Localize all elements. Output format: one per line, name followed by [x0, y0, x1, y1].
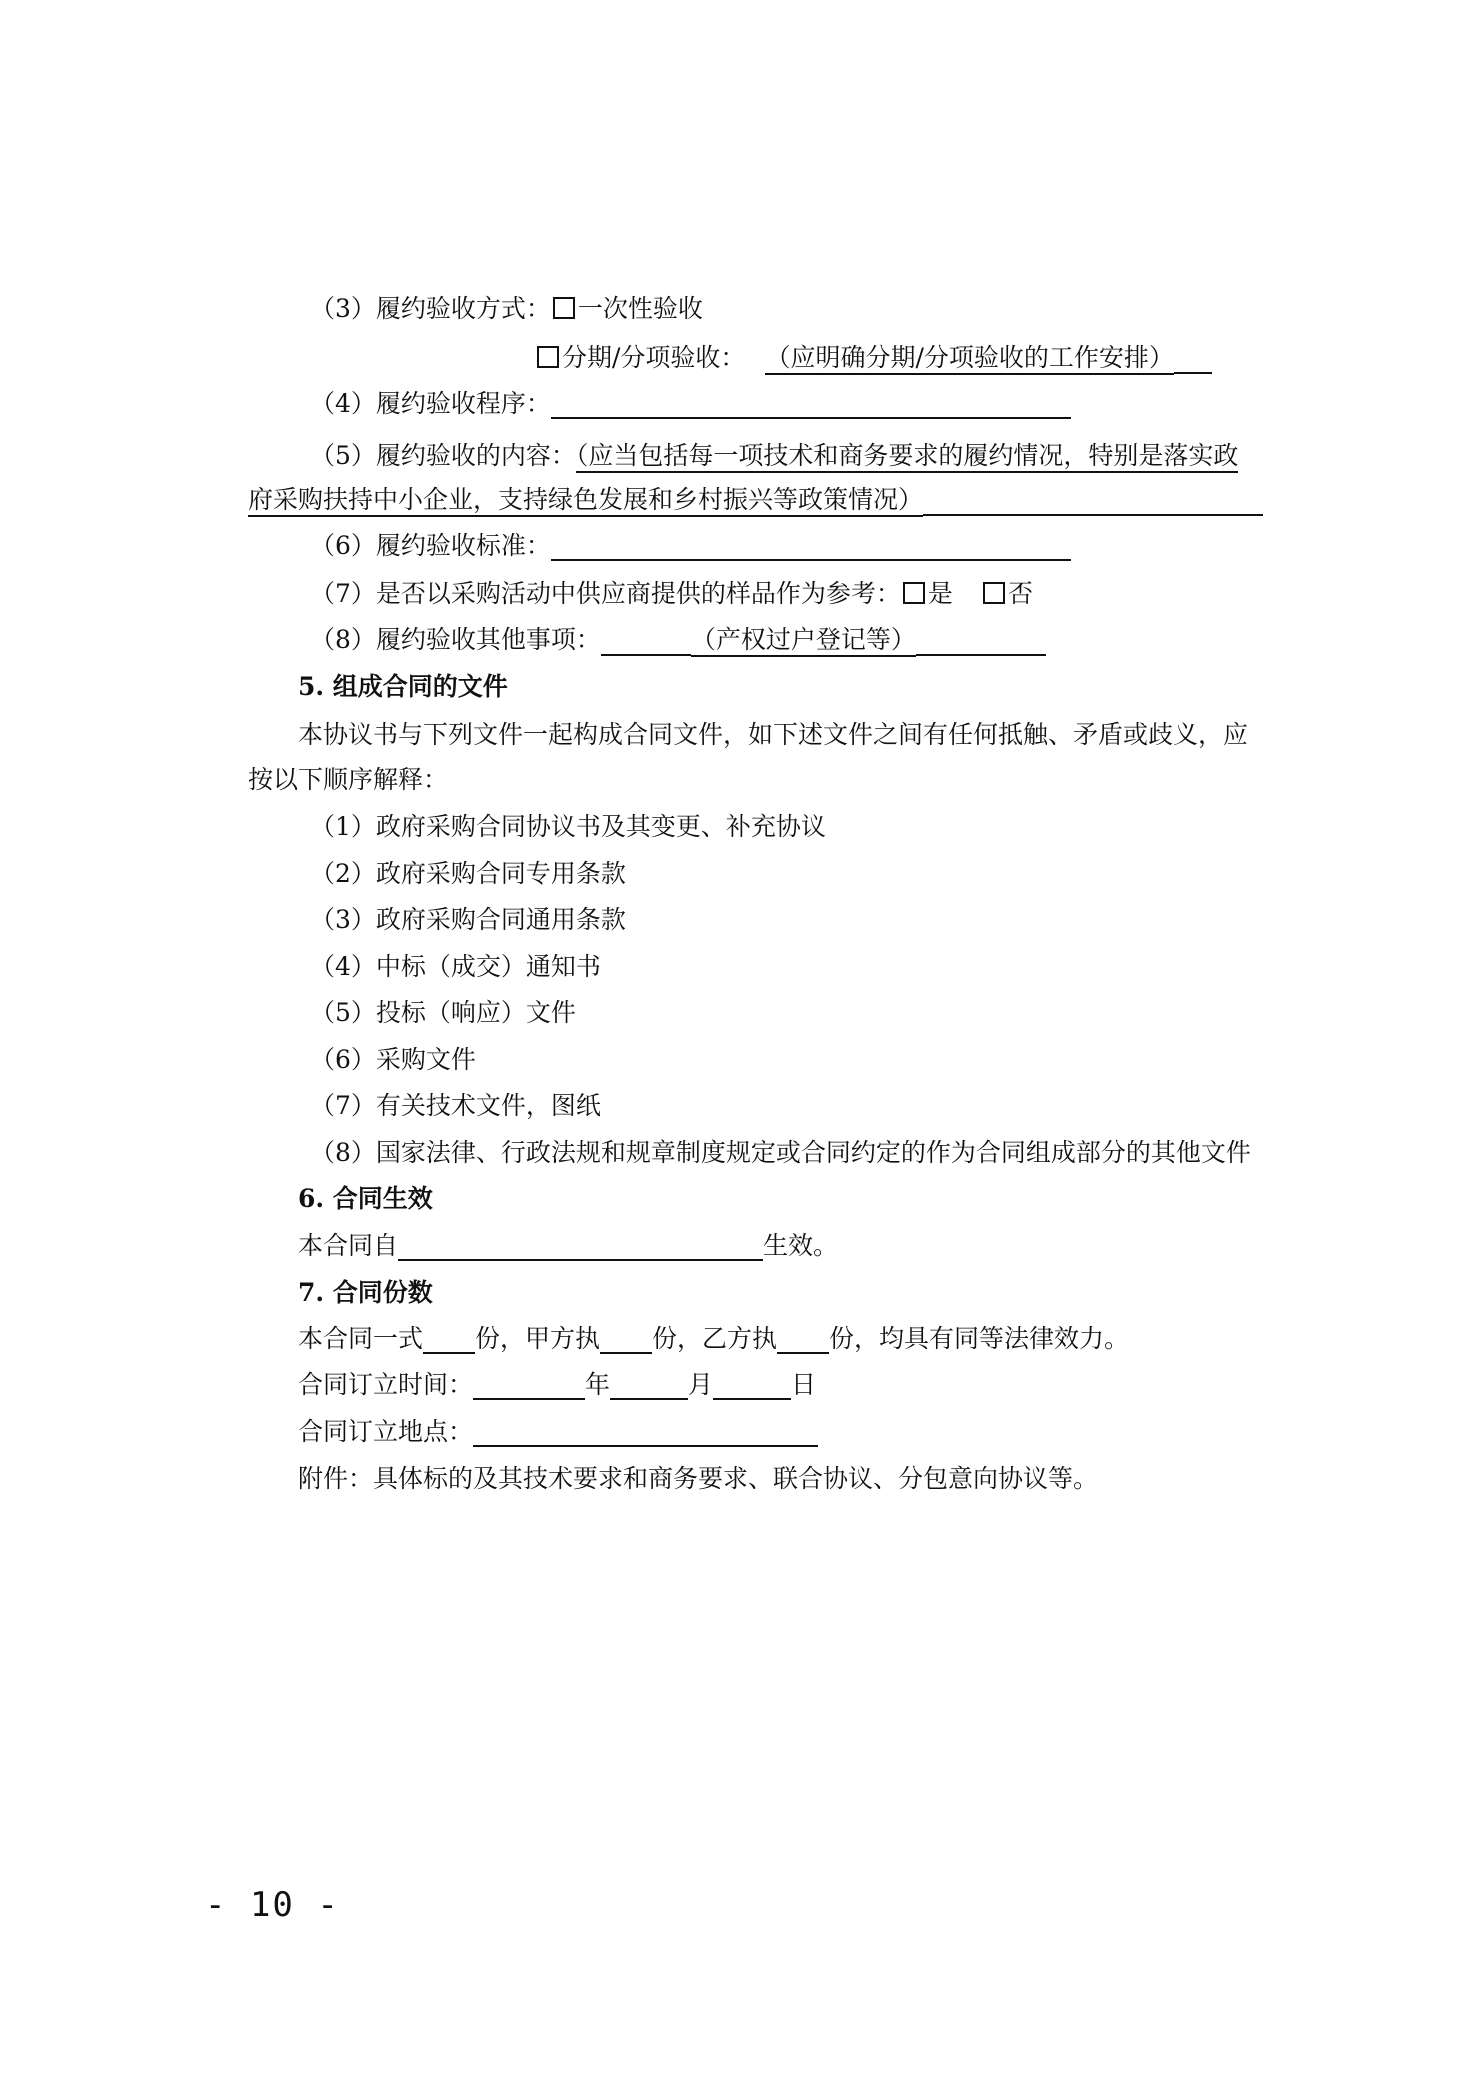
copies-suffix: 份，均具有同等法律效力。 — [829, 1324, 1130, 1353]
content-note-part2: 府采购扶持中小企业，支持绿色发展和乡村振兴等政策情况） — [248, 485, 923, 517]
copies-party-a: 份，甲方执 — [475, 1324, 601, 1353]
contract-doc-item: （6）采购文件 — [310, 1045, 476, 1074]
section6-heading: 6. 合同生效 — [298, 1184, 433, 1213]
place-blank[interactable] — [473, 1419, 818, 1447]
copies-party-b: 份，乙方执 — [652, 1324, 778, 1353]
section7-heading: 7. 合同份数 — [298, 1278, 433, 1307]
contract-doc-item: （4）中标（成交）通知书 — [310, 952, 601, 981]
copies-line — [298, 1324, 1129, 1354]
date-label: 合同订立时间： — [298, 1370, 474, 1399]
acceptance-content-line-2 — [248, 485, 1263, 516]
signing-place-line — [298, 1417, 818, 1447]
section5-intro-2: 按以下顺序解释： — [248, 765, 449, 794]
one-time-option: 一次性验收 — [577, 294, 703, 323]
section5-intro-1: 本协议书与下列文件一起构成合同文件，如下述文件之间有任何抵触、矛盾或歧义，应 — [298, 720, 1249, 749]
sample-no-label: 否 — [1007, 579, 1033, 608]
contract-doc-item: （8）国家法律、行政法规和规章制度规定或合同约定的作为合同组成部分的其他文件 — [310, 1138, 1251, 1167]
acceptance-procedure-line — [310, 389, 1071, 419]
standard-label: （6）履约验收标准： — [310, 531, 551, 560]
other-label: （8）履约验收其他事项： — [310, 625, 601, 654]
sample-question-line — [310, 579, 1033, 609]
procedure-label: （4）履约验收程序： — [310, 389, 551, 418]
staged-acceptance-line — [535, 343, 1212, 374]
standard-blank[interactable] — [551, 533, 1071, 561]
acceptance-standard-line — [310, 531, 1071, 561]
contract-doc-item: （5）投标（响应）文件 — [310, 998, 576, 1027]
other-note: （产权过户登记等） — [691, 625, 916, 657]
year-label: 年 — [585, 1370, 611, 1399]
procedure-blank[interactable] — [551, 391, 1071, 419]
content-label: （5）履约验收的内容： — [310, 441, 576, 470]
sample-yes-label: 是 — [927, 579, 953, 608]
signing-date-line — [298, 1370, 816, 1400]
contract-doc-item: （2）政府采购合同专用条款 — [310, 859, 626, 888]
effective-prefix: 本合同自 — [298, 1231, 399, 1260]
acceptance-method-label: （3）履约验收方式： — [310, 294, 551, 323]
contract-doc-item: （7）有关技术文件，图纸 — [310, 1091, 601, 1120]
contract-doc-item: （3）政府采购合同通用条款 — [310, 905, 626, 934]
party-b-copies-blank[interactable] — [777, 1326, 829, 1354]
year-blank[interactable] — [473, 1372, 585, 1400]
sample-no-checkbox[interactable] — [983, 582, 1005, 604]
day-blank[interactable] — [713, 1372, 791, 1400]
acceptance-content-line — [310, 441, 1238, 471]
acceptance-method-line — [310, 294, 703, 324]
page-number: - 10 - — [205, 1885, 340, 1925]
sample-yes-checkbox[interactable] — [903, 582, 925, 604]
day-label: 日 — [791, 1370, 817, 1399]
effective-line — [298, 1231, 838, 1261]
copies-prefix: 本合同一式 — [298, 1324, 424, 1353]
section5-heading: 5. 组成合同的文件 — [298, 672, 508, 701]
contract-doc-item: （1）政府采购合同协议书及其变更、补充协议 — [310, 812, 826, 841]
staged-option: 分期/分项验收： — [562, 343, 746, 372]
month-blank[interactable] — [610, 1372, 688, 1400]
sample-question: （7）是否以采购活动中供应商提供的样品作为参考： — [310, 579, 901, 608]
month-label: 月 — [688, 1370, 714, 1399]
effective-suffix: 生效。 — [763, 1231, 839, 1260]
staged-note: （应明确分期/分项验收的工作安排） — [765, 343, 1173, 375]
party-a-copies-blank[interactable] — [600, 1326, 652, 1354]
place-label: 合同订立地点： — [298, 1417, 474, 1446]
content-note-part1: （应当包括每一项技术和商务要求的履约情况，特别是落实政 — [576, 441, 1239, 473]
staged-checkbox[interactable] — [537, 346, 559, 368]
total-copies-blank[interactable] — [423, 1326, 475, 1354]
other-matters-line — [310, 625, 1046, 656]
effective-date-blank[interactable] — [398, 1233, 763, 1261]
one-time-checkbox[interactable] — [553, 297, 575, 319]
attachment-line: 附件：具体标的及其技术要求和商务要求、联合协议、分包意向协议等。 — [298, 1464, 1099, 1493]
